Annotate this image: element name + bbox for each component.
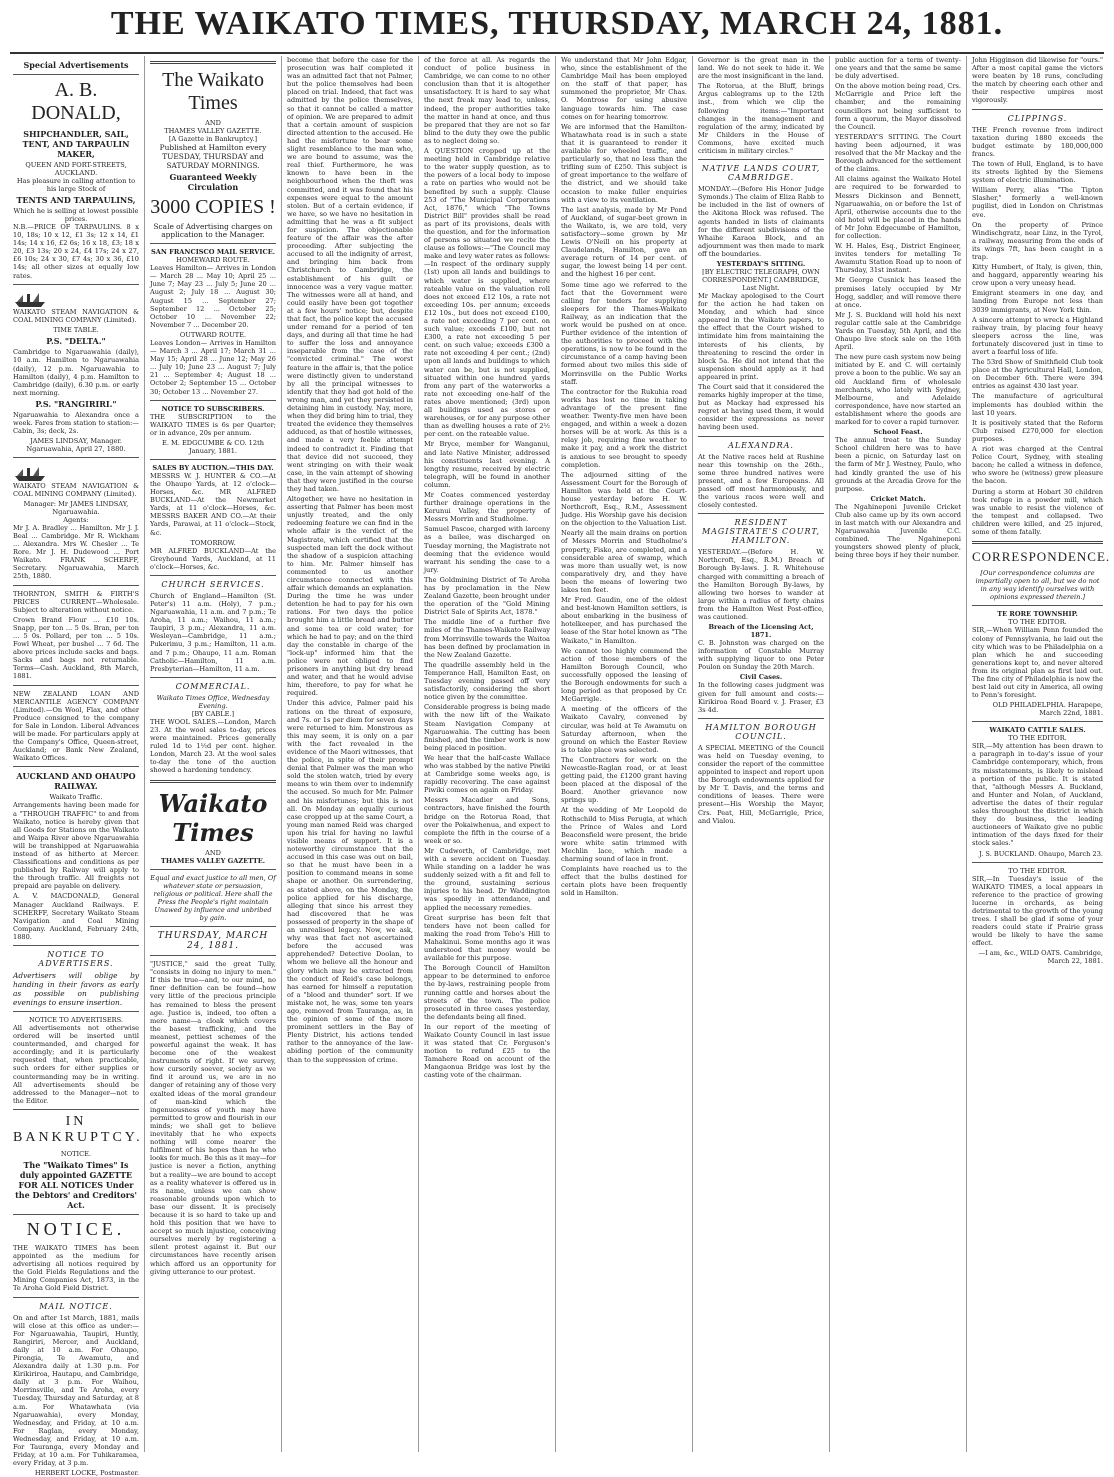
school-feast-text: The annual treat to the Sunday School children here was to have been a picnic, on Saturday last on the farm of Mr J. Westney, Paulo, who had kindly granted the use of his grounds at the Arcadia Grove for the purpose. xyxy=(835,436,961,493)
abd-note: Has pleasure in calling attention to his large Stock of xyxy=(16,177,136,193)
bankruptcy-notice: NOTICE. xyxy=(60,1149,92,1158)
divider xyxy=(698,436,824,437)
page-columns xyxy=(8,56,1111,1477)
news-item: A meeting of the officers of the Waikato Cavalry, convened by circular, was held at Te Awamutu on Saturday afternoon, when the ground on which the Easter Review is to take place was selected. xyxy=(561,705,687,754)
divider xyxy=(972,109,1103,110)
divider xyxy=(13,585,139,586)
divider xyxy=(13,457,139,458)
clipping-item: During a storm at Hobart 30 children took refuge in a powder mill, which was unable to resist the violence of the tempest and collapsed. Two children were killed, and 25 injured, some of them fatally. xyxy=(972,487,1103,536)
clipping-item: The town of Hull, England, is to have its streets lighted by the Siemens system of electric illumination. xyxy=(972,159,1103,185)
divider xyxy=(698,718,824,719)
te-rore-text: SIR,—When William Penn founded the colony of Pennsylvania, he laid out the city which was to be Philadelphia on a plan which he and succeeding generations kept to, and never altered from its original plan as first laid out. The fine city of Philadelphia is now the best laid out city in America, all owing to Penn's foresight. xyxy=(972,626,1103,700)
news-item: Mr George Cusnick has leased the premises lately occupied by Mr Hogg, saddler, and will remove there at once. xyxy=(835,276,961,309)
delta-title: P.S. "DELTA." xyxy=(46,336,106,347)
news-item: The new pure cash system now being initiated by E. and C. will certainly prove a boon to the public. We say an old Auckland firm of wholesale merchants, who lately with Sydney, Melbourne, and Adelaide correspondence, have now started an establishment where the goods are marked for to cover a rapid turnover. xyxy=(835,353,961,427)
divider xyxy=(13,1297,139,1298)
abd-note2: Which he is selling at lowest possible prices. xyxy=(13,207,139,223)
cattle-text: SIR,—My attention has been drawn to a paragraph in to-day's issue of your Cambridge contemporary, which, from its misstatements, is likely to mislead a portion of the public. It is stated that, "although Messrs A. Buckland, and Hunter and Nolan, of Auckland, advertise the dates of their regular sales throughout the district in which they do business, the leading auctioneers of Waikato give no public intimation of the days fixed for their stock sales." xyxy=(972,742,1103,848)
news-item: The Contractors for work on the Newcastle-Raglan road, or at least getting paid, the £1200 grant having been placed at the disposal of the Board. Another grievance now springs up. xyxy=(561,755,687,805)
clipping-item: A riot was charged at the Central Police Court, Sydney, with stealing bacon; he called a witness in defence, who swore he (witness) grew pleasure the bacon. xyxy=(972,445,1103,486)
divider xyxy=(698,159,824,160)
divider xyxy=(150,400,276,401)
to-editor-sign: —I am, &c., WILD OATS. Cambridge, March 22, 1881. xyxy=(978,949,1103,966)
steam-company-2: WAIKATO STEAM NAVIGATION & COAL MINING COMPANY (Limited). xyxy=(13,481,139,498)
divider xyxy=(150,869,276,870)
commercial-text: THE WOOL SALES.—London, March 23. At the wool sales to-day, prices were maintained. Prices generally ruled 1d to 1½d per cent. higher. London, March 23. At the wool sales to-day the tone of the auction showed a hardening tendency. xyxy=(150,717,276,775)
column-7 xyxy=(830,56,967,1452)
leader-article: "JUSTICE," said the great Tully, "consists in doing no injury to men." If this be true—and, to our mind, no finer definition can be found—how very little of the precious principle has remained to bless the present age. Justice is, indeed, too often a mere name—a cloak which covers the basest trafficking, and the meanest, pettiest schemes of the powerful against the weak. It has become one of the weakest instruments of right. If we survey, how cursorily soever, society as we find it around us, we are in no danger of retaining any of those very exalted ideas of the moral grandeur of man-kind which the ingenuousness of youth may have permitted to grow and flourish in our minds; we shall get to believe inevitably that he who expects nothing will come nearer the fulfilment of his hopes than he who looks for much. Be this as it may—for justice is never a fiction, anything but a reality—we are bound to accept as a reality whatever is offered us in its name, unless we can show reasonable grounds upon which to base our dissent. It is precisely because it is so hard to take up and hold this position that we have to accept so much injustice, conceiving ourselves merely by registering a silent protest against it. But our circumstances have recently arisen which afford us an opportunity for giving utterance to our protest. xyxy=(150,960,276,1276)
paper-logo-2-sub: THAMES VALLEY GAZETTE. xyxy=(160,856,266,865)
te-rore-to: TO THE EDITOR. xyxy=(1008,618,1067,627)
bankruptcy-text: The "Waikato Times" Is duly appointed GAZETTE FOR ALL NOTICES Under the Debtors' and Creditors' Act. xyxy=(15,1159,137,1210)
paper-logo-2: Waikato Times xyxy=(158,788,268,847)
correspondence-title: CORRESPONDENCE. xyxy=(972,549,1111,565)
column-1 xyxy=(8,56,145,1477)
rangiriri-title: P.S. "RANGIRIRI." xyxy=(35,398,117,409)
news-item: Mr J. S. Buckland will hold his next regular cattle sale at the Cambridge Yards on Tuesday, 5th April, and the Ohaupo live stock sale on the 16th April. xyxy=(835,310,961,352)
article-text: Altogether, we have no hesitation in asserting that Palmer has been most unjustly treated, and the only redeeming feature we can find in the whole affair is the verdict of the Magistrate, which certified that the suspected man left the dock without the shadow of a suspicion attaching to him. Mr. Palmer himself has commented to us another circumstance connected with this affair which demands an explanation. During the time he was under detention he had to pay for his own rations. For two days the police brought him a little bread and butter and some tea or cold water, for which he had to pay; and on the third day the constable in charge of the "lock-up" informed him that the police were not obliged to find prisoners in anything but dry bread and water, and that he would advise him, therefore, to pay for what he required. xyxy=(287,495,413,698)
news-item: Mr Cudworth, of Cambridge, met with a severe accident on Tuesday. While standing on a ladder he was suddenly seized with a fit and fell to the ground, sustaining serious injuries to his head. Dr Waddington was speedily in attendance, and applied the necessary remedies. xyxy=(424,846,550,912)
copies-count: 3000 COPIES ! xyxy=(150,196,276,218)
column-4 xyxy=(419,56,556,1452)
paper-logo-and: AND xyxy=(205,119,221,127)
borough-title: HAMILTON BOROUGH COUNCIL. xyxy=(705,722,817,741)
clipping-item: THE French revenue from indirect taxation during 1880 exceeds the budget estimate by 180,000,000 francs. xyxy=(972,125,1103,158)
mail-notice-sign: HERBERT LOCKE, Postmaster. xyxy=(34,1469,139,1477)
te-rore-title: TE RORE TOWNSHIP. xyxy=(997,610,1078,619)
alexandra-text: At the Native races held at Rushine near this township on the 26th., some three hundred natives were present, and a few Europeans. All passed off most harmoniously, and the various races were well and closely contested. xyxy=(698,452,824,510)
news-item: The adjourned sitting of the Assessment Court for the Borough of Hamilton was held at the Court-house yesterday before H. W. Northcroft, Esq., R.M., Assessment Judge. His Worship gave his decision on the objection to the Valuation List. xyxy=(561,470,687,528)
divider xyxy=(13,685,139,686)
clipping-item: The manufacture of agricultural implements has doubled within the last 10 years. xyxy=(972,392,1103,417)
divider xyxy=(13,1011,139,1012)
news-item: We cannot too highly commend the action of those members of the Hamilton Borough Council, who successfully opposed the leasing of the Borough endowments for such a long period as that proposed by Cr. McGarrigle. xyxy=(561,646,687,704)
news-item: The Borough Council of Hamilton appear to be determined to enforce the by-laws, restraining people from running cattle and horses about the streets of the town. The police prosecuted in three cases yesterday, the defendants being all fined. xyxy=(424,964,550,1021)
steamship-icon xyxy=(13,290,47,308)
sf-mail-title: SAN FRANCISCO MAIL SERVICE. xyxy=(150,248,276,257)
manager-line: Manager: Mr JAMES LINDSAY, Ngaruawahia. xyxy=(23,499,129,516)
news-item: In our report of the meeting of Waikato County Council in last issue it was stated that Cr. Ferguson's motion to refund £25 to the Tamahere Road on account of the Mangaonua Bridge was lost by the casting vote of the chairman. xyxy=(424,1022,550,1080)
to-editor-title: TO THE EDITOR. xyxy=(1008,866,1067,875)
native-court-title: NATIVE LANDS COURT, CAMBRIDGE. xyxy=(701,164,821,183)
railway-title: AUCKLAND AND OHAUPO RAILWAY. xyxy=(16,771,136,792)
news-item: The middle line of a further five miles of the Thames-Waikato Railway from Morrinsville towards the Waitoa has been defined by proclamation in the New Zealand Gazette. xyxy=(424,618,550,659)
news-item: Mr Bryce, member for Wanganui, and late Native Minister, addressed his constituents last evening. A lengthy resume, received by electric telegraph, will be found in another column. xyxy=(424,440,550,489)
scale-note: Scale of Advertising charges on application to the Manager. xyxy=(153,222,273,240)
sales-title: SALES BY AUCTION.—THIS DAY. xyxy=(152,463,274,472)
licensing-text: C. B. Johnston was charged on the information of Constable Murray with supplying liquor to one Peter Poulon on Sunday the 20th March. xyxy=(698,639,824,672)
borough-text: A SPECIAL MEETING of the Council was held on Tuesday evening, to consider the report of the committee appointed to inspect and report upon the Borough endowments applied for by Mr T. Davis, and the terms and conditions of leases. There were present—His Worship the Mayor, Crs. Peat, Hill, McGarrigle, Price, and Vialou. xyxy=(698,743,824,825)
church-text: Church of England—Hamilton (St. Peter's) 11 a.m. (Holy), 7 p.m.; Ngaruawahia, 11 a.m. and 7 p.m.; Te Aroha, 11 a.m.; Waihou, 11 a.m.; Taupiri, 3 p.m.; Alexandra, 11 a.m. Wesleyan—Cambridge, 11 a.m.; Pukerimu, 3 p.m.; Hamilton, 11 a.m. and 7 p.m.; Ohaupo, 11 a.m. Roman Catholic—Hamilton, 11 a.m. Presbyterian—Hamilton, 11 a.m. xyxy=(150,591,276,673)
news-item: At the wedding of Mr Leopold de Rothschild to Miss Perugia, at which the Prince of Wales and Lord Beaconsfield were present, the bride wore white satin trimmed with Mechlin lace, which made a charming sound of lace in front. xyxy=(561,806,687,863)
notice-big-text: THE WAIKATO TIMES has been appointed as the medium for advertising all notices required by the Gold Fields Regulations and the Mining Companies Act, 1873, in the Te Aroha Gold Field District. xyxy=(13,1243,139,1293)
clipping-item: William Perry, alias "The Tipton Slasher," formerly a well-known pugilist, died in London on Christmas eve. xyxy=(972,186,1103,219)
divider xyxy=(150,243,276,244)
news-item: Complaints have reached us to the effect that the bulbs destined for certain plots have been frequently sold in Hamilton. xyxy=(561,865,687,898)
mail-notice-text: On and after 1st March, 1881, mails will close at this office as under:—For Ngaruawahia, Taupiri, Huntly, Rangiriri, Mercer, and Auckland, daily at 10 a.m. For Ohaupo, Pirongia, Te Awamutu, and Alexandra daily at 1.30 p.m. For Kirikiriroa, Hautapu, and Cambridge, daily at 3 p.m. For Waihou, Morrinsville, and Te Aroha, every Tuesday, Thursday and Saturday, at 8 a.m. For Whatawhata (via Ngaruawahia), every Monday, Wednesday, and Friday, at 10 a.m. For Raglan, every Monday, Wednesday, and Friday, at 10 a.m. For Tauranga, every Monday and Friday, at 10 a.m. For Tuhikaramea, every Friday, at 3 p.m. xyxy=(13,1313,139,1468)
news-item: We are informed that the Hamilton-Whatawhata road is in such a state that it is guaranteed to render it available for wheeled traffic, and particularly so, that no less than the trifling sum of £250. This subject is of great importance to the welfare of the district, and we should take occasion to make fuller enquiries with a view to its ventilation. xyxy=(561,122,687,204)
clipping-item: Emigrant steamers in one day, and landing from Europe not less than 3039 immigrants, at New York thin. xyxy=(972,289,1103,314)
commercial-subtitle: Waikato Times Office, Wednesday Evening. xyxy=(156,693,270,710)
news-item: On the above motion being read, Crs. McGarrigle and Price left the chamber, and the remaining councillors not being sufficient to form a quorum, the Mayor dissolved the Council. xyxy=(835,82,961,131)
agents-title: Agents: xyxy=(63,515,89,524)
news-item: We hear that the half-caste Wallace who was stabbed by the native Piwiki at Cambridge some weeks ago, is rapidly recovering. The case against Piwiki comes on again on Friday. xyxy=(424,753,550,795)
news-item: W. H. Hales, Esq., District Engineer, invites tenders for metalling Te Awamutu Station Road up to noon of Thursday, 31st instant. xyxy=(835,242,961,275)
sales-text: MESSRS W. J. HUNTER & CO.—At the Ohaupo Yards, at 12 o'clock—Horses, &c. MR ALFRED BUCKLAND—At the Newmarket Yards, at 11 o'clock—Horses, &c. MESSRS BAKER AND CO.—At their Yards, Parawai, at 11 o'clock—Stock, &c. xyxy=(150,471,276,537)
published-info: Published at Hamilton every TUESDAY, THURSDAY and SATURDAY MORNINGS. xyxy=(159,143,267,170)
news-item: John Higginson did likewise for "ours." After a most capital game the victors were beaten by 18 runs, concluding the match by cheering each other and their respective umpires most vigorously. xyxy=(972,56,1103,105)
cricket-match-text: The Ngahineponi Juvenile Cricket Club also came up by its own accord in last match with our Alexandra and Ngaruawahia Juvenile C.C. combined. The Ngahineponi youngsters showed plenty of pluck, being three boys if hey their number. xyxy=(835,502,961,560)
commercial-title: COMMERCIAL. xyxy=(175,681,251,691)
news-item: We understand that Mr John Edgar, who, since the establishment of the Cambridge Mail has been employed on the staff of that paper, has summoned the proprietor, Mr Chas. O. Montrose for using abusive language towards him. The case comes on for hearing tomorrow. xyxy=(561,56,687,121)
steam-company: WAIKATO STEAM NAVIGATION & COAL MINING COMPANY (Limited). xyxy=(13,308,139,325)
steamship-icon xyxy=(13,464,47,482)
divider xyxy=(13,284,139,285)
subscribers-text: THE SUBSCRIPTION to the WAIKATO TIMES is 6s per Quarter; or in advance, 20s per annum. xyxy=(150,412,276,437)
article-text: become that before the case for the prosecution was half completed it was an admitted fact that not Palmer, but the police themselves had been placed on trial. Indeed, that fact was admitted by the police themselves, so that it cannot be called a matter of opinion. We are prepared to admit that a certain amount of suspicion directed attention to the accused. He had the misfortune to bear some slight resemblance to the man who, we are bound to assume, was the real thief. Furthermore, he was known to have been in the neighbourhood when the theft was committed, and it was found that his expenses were equal to the amount stolen. But of a certain evidence, if we have, so we have no hesitation in admitting that he was a fit subject for suspicion. The objectionable feature of the affair was the after proceeding. After subjecting the accused to all the indignity of arrest, and bringing him back from Christchurch to Cambridge, the establishment of his guilt or innocence was a very vague matter. The witnesses were all at hand, and could easily have been got together at a few hours' notice; but, despite that fact, the police kept the accused under remand for a period of ten days, and during all that time he had to suffer the loss and annoyance inseparable from the case of the "convicted criminal." The worst feature in the affair is, that the police were distinctly given to understand by all the principal witnesses to identify that they had got hold of the wrong man, and yet they persisted in detaining him in custody. Nay, more, when they did bring him to trial, they treated the evidence they themselves adduced, as that of hostile witnesses, and made a very feeble attempt indeed to contradict it. Finding that that device did not succeed, they went stringing on with their weak case, in the vain attempt of showing that they were justified in the course they had taken. xyxy=(287,56,413,493)
news-item: The quadrille assembly held in the Temperance Hall, Hamilton East, on Tuesday evening passed off very satisfactorily, considering the short notice given by the committee. xyxy=(424,660,550,702)
correspondence-note: [Our correspondence columns are impartially open to all, but we do not in any way identify ourselves with opinions expressed therein.] xyxy=(975,569,1100,602)
bankruptcy-title: IN BANKRUPTCY. xyxy=(13,1113,143,1145)
clipping-item: The 53rd Show of Smithfield Club took place at the Agricultural Hall, London, on December 6th. There were 394 entries as against 430 last year. xyxy=(972,358,1103,391)
divider xyxy=(972,721,1103,722)
native-court-text: MONDAY.—(Before His Honor Judge Symonds.) The claim of Eliza Rabb to be included in the list of owners of the Akitona Block was refused. The agents handed in lists of claimants for the different subdivisions of the Whaihe Karaoa Block, and an adjournment was then made to mark off the boundaries. xyxy=(698,185,824,258)
tomorrow-text: MR ALFRED BUCKLAND—At the Greyhound Yards, Auckland, at 11 o'clock—Horses, &c. xyxy=(150,546,276,571)
column-3 xyxy=(282,56,419,1452)
news-item: Nearly all the main drains on portion of Messrs Morrin and Studholme's property, Fisko, are completed, and a considerable area of swamp, which was more than usually wet, is now comparatively dry, and they have been the means of lowering two lakes ten feet. xyxy=(561,529,687,594)
divider xyxy=(13,945,139,946)
divider xyxy=(13,1214,139,1215)
notice-advertisers-text: Advertisers will oblige by handing in their favors as early as possible on publishing evenings to ensure insertion. xyxy=(13,971,139,1007)
divider xyxy=(13,1109,139,1110)
masthead-title: THE WAIKATO TIMES, THURSDAY, MARCH 24, 1881. xyxy=(110,5,1004,42)
news-item: The Rotorua, at the Bluff, brings Argus cablegrams up to the 12th inst., from which we clip the following items:—"Important changes in the management and regulation of the army, indicated by Mr Childers in the House of Commons, have excited much criticism in military circles." xyxy=(698,82,824,156)
paper-motto: Equal and exact justice to all men, Of whatever state or persuasion, religious or political. Here shall the Press the People's right maintain Unawed by influence and unbribed by gain. xyxy=(150,873,276,922)
yesterday-subtitle: [BY ELECTRIC TELEGRAPH, OWN CORRESPONDENT.] CAMBRIDGE, Last Night. xyxy=(702,267,820,292)
paper-logo-2-and: AND xyxy=(205,848,221,857)
te-rore-sign: OLD PHILADELPHIA. Harapepe, March 22nd, 1881. xyxy=(992,701,1103,718)
news-item: The Goldmining District of Te Aroha has by proclamation in the New Zealand Gazette, been brought under the operation of the "Gold Mining District Sale of Spirits Act, 1878." xyxy=(424,575,550,617)
dateline: THURSDAY, MARCH 24, 1881. xyxy=(157,931,269,952)
delta-times: Cambridge to Ngaruawahia (daily), 10 a.m. Hamilton to Ngaruawahia (daily), 12 p.m. Ngaruawahia to Hamilton (daily), 4 p.m. Hamilton to Cambridge (daily), 6.30 p.m. or early next morning. xyxy=(13,348,139,397)
paper-logo: The Waikato Times xyxy=(162,69,264,114)
divider xyxy=(150,780,276,783)
news-item: Messrs Macadier and Sons, contractors, have finished the fourth bridge on the Rotorua Road, that over the Pokaiwhenua, and expect to complete the fifth in the course of a week or so. xyxy=(424,796,550,845)
divider xyxy=(13,766,139,767)
clipping-item: It is positively stated that the Reform Club raised £270,000 for election purposes. xyxy=(972,418,1103,443)
outward-title: OUTWARD ROUTE. xyxy=(179,330,247,339)
article-text: A QUESTION cropped up at the meeting held in Cambridge relative to the water supply question, as to the powers of a local body to impose a rate on parties who would not be benefited by such a supply. Clause 253 of "The Municipal Corporations Act, 1876," which "The Towns District Bill" provides shall be read as part of its provisions, deals with the question, and for the information of persons so situated we recite the clause as follows:—"The Council may make and levy water rates as follows:—In respect of the ordinary supply (1st) upon all lands and buildings to which water is supplied, where rateable value on the valuation roll does not exceed £12 10s, a rate not exceeding 10s. per annum; exceeds £12 10s., but does not exceed £100, a rate not exceeding 7 per cent. on such value; exceeds £100, but not £300, a rate not exceeding 5 per cent. on such value; exceeds £300 a rate not exceeding 4 per cent.; (2nd) upon all lands and buildings to which water can be, but is not supplied, situated within one hundred yards from any part of the waterworks a rate not exceeding one-half of the rates above mentioned; (3rd) upon all buildings used as stores or warehouses, or for any purpose other than as dwelling houses a rate of 2½ per cent. on the rateable value. xyxy=(424,147,550,439)
mail-notice-title: MAIL NOTICE. xyxy=(39,1301,113,1311)
time-table-label: TIME TABLE. xyxy=(53,326,99,335)
column-8 xyxy=(967,56,1111,1452)
column-6 xyxy=(693,56,830,1452)
divider xyxy=(13,74,139,75)
news-item: Some time ago we referred to the fact that the Government were calling for tenders for supplying sleepers for the Thames-Waikato Railway, as an indication that the work would be pushed on at once. Further evidence of the intention of the authorities to proceed with the operations, is now to be found in the circumstance of a camp having been formed about two miles this side of Morrinsville on the Public Works staff. xyxy=(561,280,687,386)
article-text: of the force at all. As regards the conduct of police business in Cambridge, we can come to no other conclusion than that it is altogether unsatisfactory. It is hard to say what the next freak may lead to, unless, indeed, the proper authorities take the matter in hand at once, and thus be prepared that they are not so far blind to the duty they owe the public as to neglect doing so. xyxy=(424,56,550,145)
column-2 xyxy=(145,56,282,1452)
licensing-title: Breach of the Licensing Act, 1871. xyxy=(708,623,814,640)
article-text: Under this advice, Palmer paid his rations on the threat of exposure, and 7s. or 1s per diem for seven days were returned to him. Monstrous as this may seem, it is only on a par with the fact revealed in the evidence of the Maori witnesses, that the police, in spite of their prompt denial that Palmer was the man who sold the stolen watch, tried by every means to win them over to indemnify the accused. So much for Mr. Palmer and his misfortunes; but this is not all. On Monday an equally curious case cropped up at the same Court, a young man named Reid was charged upon his trial for having no lawful visible means of support. It is a noteworthy circumstance that the accused in this case was out on bail, so that he must have been in a position to command means in some shape or another. On surrendering, as stated above, on the Monday, the police applied for his discharge, alleging that since his arrest they had discovered that he was possessed of property in the shape of an unrealised legacy. Now, we ask, why was that fact not ascertained before the accused was apprehended? Detective Doolan, to whom we believe all the honour and glory which may be extracted from the conduct of Reid's case belongs, has earned for himself a reputation of a "blood and thunder" sort. If we mistake not, he was, some ten years ago, removed from Tauranga, as, in the opinion of some of the more prominent settlers in the Bay of Plenty District, his actions tended rather to the annoyance of the law-abiding portion of the community than to the suppression of crime. xyxy=(287,699,413,1064)
civil-title: Civil Cases. xyxy=(739,673,783,682)
abd-address: QUEEN AND FORT-STREETS, AUCKLAND. xyxy=(25,161,127,177)
school-feast-title: School Feast. xyxy=(873,428,923,437)
rm-court-title: RESIDENT MAGISTRATE'S COURT, HAMILTON. xyxy=(701,518,821,546)
yesterday-text: Mr Mackay apologised to the Court for the action he had taken on Monday, and which had since appeared in the Waikato papers, to the effect that the Court wished to intimidate him from maintaining the interests of his clients, by threatening to rescind the order in block 5a. He did not intend that the suspension should apply as it had appeared in print. xyxy=(698,291,824,381)
news-item: Mr Coates commenced yesterday further drainage operations in the Kerunui Valley, the property of Messrs Morrin and Studholme. xyxy=(424,490,550,524)
clippings-title: CLIPPINGS. xyxy=(1007,113,1068,123)
divider xyxy=(698,513,824,514)
tomorrow-title: TOMORROW. xyxy=(190,538,236,547)
divider xyxy=(150,459,276,460)
news-item: YESTERDAY'S SITTING. The Court having been adjourned, it was resolved that the Mr Mackay and the Borough advanced for the settlement of the claims. xyxy=(835,132,961,174)
news-item: Great surprise has been felt that tenders have not been called for making the road from Tebo's Hill to Mahakinui. Some months ago it was understood that money would be available for this purpose. xyxy=(424,913,550,963)
tarpaulin-prices: N.B.—PRICE OF TARPAULINS. 8 x 10, 18s; 10 x 12, £1 3s; 12 x 14, £1 14s; 14 x 16, £2 6s; 16 x 18, £3; 18 x 20, £3 13s; 20 x 24, £4 17s; 24 x 27, £6 10s; 24 x 30, £7 4s; 30 x 36, £10 14s; all other sizes at equally low rates. xyxy=(13,223,139,280)
alexandra-title: ALEXANDRA. xyxy=(728,440,794,450)
cattle-sign: J. S. BUCKLAND. Ohaupo, March 23. xyxy=(979,849,1103,858)
homeward-title: HOMEWARD ROUTE. xyxy=(176,256,250,265)
masthead xyxy=(0,4,1114,60)
divider xyxy=(150,575,276,576)
church-title: CHURCH SERVICES. xyxy=(161,579,265,589)
column-5 xyxy=(556,56,693,1452)
news-item: Considerable progress is being made with the new lift of the Waikato Steam Navigation Company at Ngaruawahia. The cutting has been finished, and the timber work is now being placed in position. xyxy=(424,703,550,752)
abd-name: A. B. DONALD, xyxy=(31,79,121,124)
outward-table: Leaves London— Arrives in Hamilton— March 3 ... April 17; March 31 ... May 15; April 28 ... June 12; May 26 ... July 10; June 23 ... August 7; July 21 ... September 4; August 18 ... October 2; September 15 ... October 30; October 13 ... November 27. xyxy=(150,338,276,396)
notice-advertisers-2-text: All advertisements not otherwise ordered will be inserted until countermanded, and charged for accordingly; and it is particularly requested that, when practicable, such orders for either supplies or countermanding may be in writing. All advertisements should be addressed to the Manager—not to the Editor. xyxy=(13,1024,139,1105)
cable-label: [BY CABLE.] xyxy=(191,709,235,718)
news-item: The contractor for the Rukuhia road works has lost no time in taking advantage of the present fine weather. Twenty-five men have been engaged, and within a week a dozen horses will be at work. As this is a relay job, requiring fine weather to make it pay, and a work the district is anxious to see brought to speedy completion. xyxy=(561,387,687,469)
thornton-notice: THORNTON, SMITH & FIRTH'S PRICES CURRENT—Wholesale. Subject to alteration without notice. xyxy=(13,589,139,614)
news-item: Governor is the great man in the land. We do not seek to hide it. We are the most insignificant in the land. xyxy=(698,56,824,81)
news-item: public auction for a term of twenty-one years and that the same be same be duly advertised. xyxy=(835,56,961,81)
news-item: The last analysis, made by Mr Pond of Auckland, of sugar-beet grown in the Waikato, is, we are told, very satisfactory—some grown by Mr Lewis O'Neill on his property at Claudelands, Hamilton, gave an average return of 14 per cent. of sugar, the lowest being 14 per cent. and the highest 16 per cent. xyxy=(561,205,687,279)
masthead-rule xyxy=(10,52,1104,54)
rangiriri-sign: JAMES LINDSAY, Manager. Ngaruawahia, April 27, 1880. xyxy=(26,437,126,454)
rangiriri-text: Ngaruawahia to Alexandra once a week. Fares from station to station:—Cabin, 3s; deck, 2s. xyxy=(13,410,139,436)
yesterday-title: YESTERDAY'S SITTING. xyxy=(716,259,806,268)
railway-text: Arrangements having been made for a "THROUGH TRAFFIC" to and from Waikato, notice is hereby given that all Goods for Stations on the Waikato and Waipa River above Ngaruawahia will be transhipped at Ngaruawahia instead of as hitherto at Mercer. Classifications and conditions as per published by Railway will apply to the through traffic. All freights not prepaid are payable on delivery. xyxy=(13,801,139,891)
rm-court-text: YESTERDAY.—(Before H. W. Northcroft, Esq., R.M.) Breach of Borough By-laws. J. R. Whitehouse charged with committing a breach of the Hamilton Borough By-laws, by allowing two horses to wander at large within a radius of forty chains from the Hamilton West Post-office, was cautioned. xyxy=(698,548,824,621)
subscribers-sign: E. M. EDGCUMBE & CO. 12th January, 1881. xyxy=(162,438,264,455)
news-item: Mr Fred. Gaudin, one of the oldest and best-known Hamilton settlers, is about embarking in the business of hotelkeeper, and has purchased the lease of the Star hotel known as "The Waikato," in Hamilton. xyxy=(561,596,687,645)
nz-loan-notice: NEW ZEALAND LOAN AND MERCANTILE AGENCY COMPANY (Limited).—On Wool, Flax, and other Produce consigned to the company for Sale in London. Liberal Advances will be made. For particulars apply at the Company's Office, Queen-street, Auckland; or Bank New Zealand, Waikato Offices. xyxy=(13,689,139,763)
agents-list: Mr J. A. Bradley ... Hamilton. Mr J. J. Beal ... Cambridge. Mr R. Wickham ... Alexandra. Mrs W. Chesler ... Te Rore. Mr J. H. Dudewood ... Port Waikato. FRANK SCHERFF, Secretary. Ngaruawahia, March 25th, 1880. xyxy=(13,523,139,581)
divider xyxy=(150,61,276,64)
divider xyxy=(150,926,276,927)
notice-advertisers-title: NOTICE TO ADVERTISERS. xyxy=(38,950,114,968)
divider xyxy=(150,955,276,956)
clipping-item: Kitty Humbert, of Italy, is given, thin, and haggard, apparently wearing his crow upon a very uneasy head. xyxy=(972,263,1103,288)
homeward-table: Leaves Hamilton— Arrives in London— March 28 ... May 10; April 25 ... June 7; May 23 ... July 5; June 20 ... August 2; July 18 ... August 30; August 15 ... September 27; September 12 ... October 25; October 10 ... November 22; November 7 ... December 20. xyxy=(150,264,276,329)
notice-big-title: NOTICE. xyxy=(26,1218,126,1239)
to-editor-text: SIR,—In Tuesday's issue of the WAIKATO TIMES, a local appears in reference to the practice of growing lucerne in orchards, as being detrimental to the growth of the young trees. I shall be glad if some of your readers could state if Prairie grass would be likely to have the same effect. xyxy=(972,874,1103,948)
subscribers-title: NOTICE TO SUBSCRIBERS. xyxy=(161,404,265,413)
paper-gazette: [A Gazette in Bankruptcy.] xyxy=(168,135,258,143)
thornton-prices: Crown Brand Flour ... £10 10s. Snapp, per ton ... 5 0s. Bran, per ton ... 5 0s. Pollard, per ton ... 5 10s. Fowl Wheat, per bushel ... 7 6d. The above prices include sacks and bags. Sacks and bags not returnable. Terms—Cash. Auckland, 8th March, 1881. xyxy=(13,615,139,681)
paper-logo-sub: THAMES VALLEY GAZETTE. xyxy=(164,127,262,135)
abd-stock: TENTS AND TARPAULINS, xyxy=(16,195,136,205)
railway-sign: A. V. MACDONALD, General Manager Auckland Railways. F. SCHERFF, Secretary Waikato Steam Navigation and Coal Mining Company. Auckland, February 24th, 1880. xyxy=(13,892,139,941)
special-ads-header: Special Advertisements xyxy=(23,60,129,70)
cattle-to: TO THE EDITOR. xyxy=(1008,734,1067,743)
clipping-item: A sincere attempt to wreck a Highland railway train, by placing four heavy sleepers across the line, was fortunately discovered just in time to avert a fearful loss of life. xyxy=(972,315,1103,356)
divider xyxy=(150,677,276,678)
notice-advertisers-2-title: NOTICE TO ADVERTISERS. xyxy=(28,1016,124,1024)
divider xyxy=(972,862,1103,863)
yesterday-text-2: The Court said that it considered the remarks highly improper at the time, but as Mackay had expressed his regret at having used them, it would consider the expressions as never having been used. xyxy=(698,383,824,432)
civil-text: In the following cases judgment was given for full amount and costs:—Kirikiroa Road Board v. J. Fraser, £3 3s 4d. xyxy=(698,681,824,714)
railway-subtitle: Waikato Traffic. xyxy=(49,793,103,802)
guaranteed-circulation: Guaranteed Weekly Circulation xyxy=(169,172,257,192)
divider xyxy=(972,541,1103,544)
clipping-item: On the property of Prince Windischgratz, near Linz, in the Tyrol, a railway, measuring from the ends of its wings 7ft, has been caught in a trap. xyxy=(972,220,1103,261)
cricket-match-title: Cricket Match. xyxy=(870,494,926,503)
abd-trades: SHIPCHANDLER, SAIL, TENT, AND TARPAULIN MAKER, xyxy=(22,129,130,159)
news-item: Samuel Pascoe, charged with larceny as a bailee, was discharged on Tuesday morning, the Magistrate not deeming that the evidence would warrant his sending the case to a jury. xyxy=(424,525,550,574)
divider xyxy=(972,605,1103,606)
news-item: All claims against the Waikato Hotel are required to be forwarded to Messrs Dickinson and Bennett, Ngaruawahia, on or before the 1st of April, otherwise accounts due to the old hotel will be placed in the hands of Mr John Edgecumbe of Hamilton, for collection. xyxy=(835,175,961,240)
cattle-title: WAIKATO CATTLE SALES. xyxy=(989,726,1086,735)
